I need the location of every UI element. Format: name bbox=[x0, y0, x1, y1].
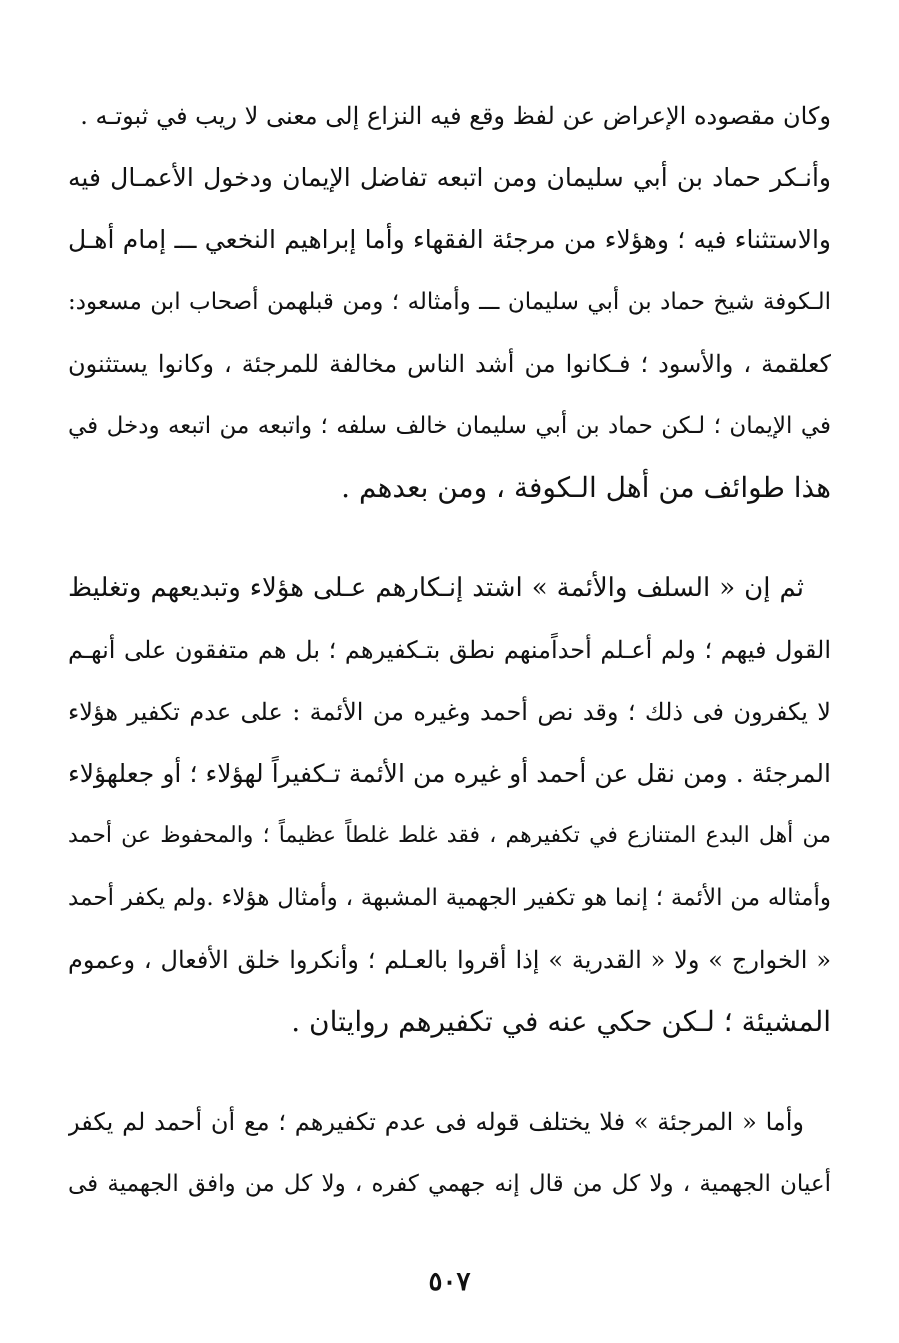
text-line: المرجئة . ومن نقل عن أحمد أو غيره من الأئمة تـكفيراً لهؤلاء ؛ أو جعلهؤلاء bbox=[68, 759, 831, 788]
text-line: وأما « المرجئة » فلا يختلف قوله فى عدم تكفيرهم ؛ مع أن أحمد لم يكفر bbox=[68, 1108, 804, 1136]
text-line: المشيئة ؛ لـكن حكي عنه في تكفيرهم روايتان . bbox=[291, 1005, 831, 1038]
text-line: الـكوفة شيخ حماد بن أبي سليمان ـــ وأمثاله ؛ ومن قبلهمن أصحاب ابن مسعود: bbox=[68, 289, 831, 315]
text-line: هذا طوائف من أهل الـكوفة ، ومن بعدهم . bbox=[341, 471, 831, 504]
page-number: ٥٠٧ bbox=[428, 1267, 471, 1297]
text-line: وكان مقصوده الإعراض عن لفظ وقع فيه النزاع إلى معنى لا ريب في ثبوتـه . bbox=[80, 102, 831, 130]
text-line: وأنـكر حماد بن أبي سليمان ومن اتبعه تفاضل الإيمان ودخول الأعمـال فيه bbox=[68, 163, 831, 192]
text-line: وأمثاله من الأئمة ؛ إنما هو تكفير الجهمية المشبهة ، وأمثال هؤلاء .ولم يكفر أحمد bbox=[68, 885, 831, 911]
text-line: القول فيهم ؛ ولم أعـلم أحداًمنهم نطق بتـكفيرهم ؛ بل هم متفقون على أنهـم bbox=[68, 636, 831, 664]
text-line: والاستثناء فيه ؛ وهؤلاء من مرجئة الفقهاء وأما إبراهيم النخعي ـــ إمام أهـل bbox=[68, 225, 831, 254]
text-line: أعيان الجهمية ، ولا كل من قال إنه جهمي كفره ، ولا كل من وافق الجهمية فى bbox=[68, 1171, 831, 1197]
text-line: كعلقمة ، والأسود ؛ فـكانوا من أشد الناس مخالفة للمرجئة ، وكانوا يستثنون bbox=[68, 350, 831, 378]
text-line: « الخوارج » ولا « القدرية » إذا أقروا بالعـلم ؛ وأنكروا خلق الأفعال ، وعموم bbox=[68, 946, 831, 974]
text-line: لا يكفرون فى ذلك ؛ وقد نص أحمد وغيره من الأئمة : على عدم تكفير هؤلاء bbox=[68, 698, 831, 726]
text-line: في الإيمان ؛ لـكن حماد بن أبي سليمان خالف سلفه ؛ واتبعه من اتبعه ودخل في bbox=[68, 413, 831, 439]
text-line: ثم إن « السلف والأئمة » اشتد إنـكارهم عـلى هؤلاء وتبديعهم وتغليظ bbox=[68, 573, 804, 603]
text-line: من أهل البدع المتنازع في تكفيرهم ، فقد غلط غلطاً عظيماً ؛ والمحفوظ عن أحمد bbox=[68, 823, 831, 848]
